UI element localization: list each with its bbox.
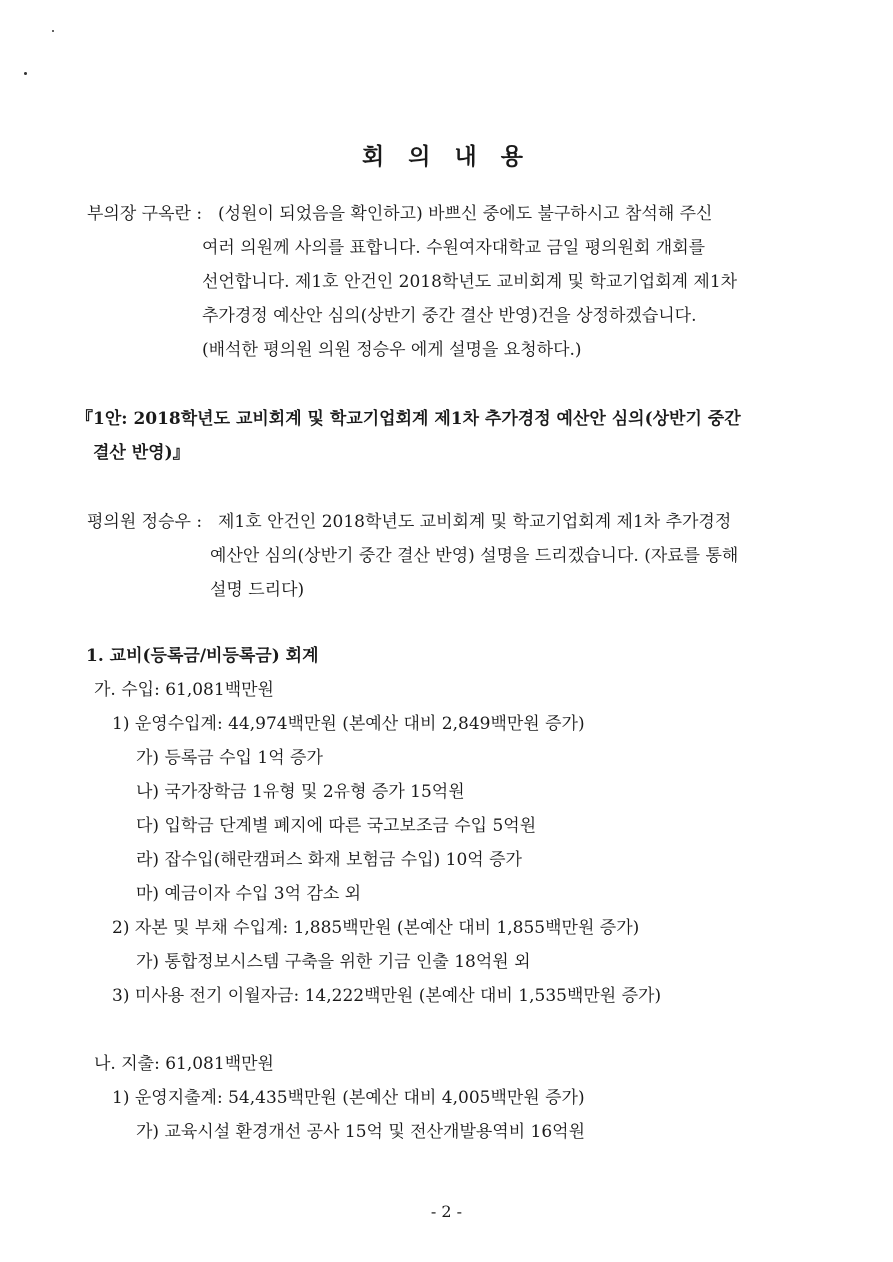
expense-label: 나. 지출: 61,081백만원 (94, 1054, 274, 1074)
speaker-label: 부의장 구옥란 : (87, 204, 203, 224)
speech-line: 여러 의원께 사의를 표합니다. 수원여자대학교 금일 평의원회 개회를 (202, 238, 706, 258)
income-label: 가. 수입: 61,081백만원 (94, 680, 274, 700)
income-subitem: 다) 입학금 단계별 폐지에 따른 국고보조금 수입 5억원 (136, 816, 537, 836)
scan-speck (52, 30, 54, 32)
speech-line: 설명 드리다) (210, 580, 305, 600)
speech-line: (성원이 되었음을 확인하고) 바쁘신 중에도 불구하시고 참석해 주신 (218, 204, 713, 224)
scan-speck (24, 72, 27, 75)
income-subitem: 마) 예금이자 수입 3억 감소 외 (136, 884, 362, 904)
agenda-title: 『1안: 2018학년도 교비회계 및 학교기업회계 제1차 추가경정 예산안 심의(상반기 중간 (76, 409, 741, 429)
income-item: 3) 미사용 전기 이월자금: 14,222백만원 (본예산 대비 1,535백만원 증가) (112, 986, 662, 1006)
section-heading: 1. 교비(등록금/비등록금) 회계 (86, 646, 319, 666)
income-subitem: 라) 잡수입(해란캠퍼스 화재 보험금 수입) 10억 증가 (136, 850, 522, 870)
income-subitem: 가) 통합정보시스템 구축을 위한 기금 인출 18억원 외 (136, 952, 531, 972)
income-subitem: 가) 등록금 수입 1억 증가 (136, 748, 323, 768)
speech-line: 제1호 안건인 2018학년도 교비회계 및 학교기업회계 제1차 추가경정 (218, 512, 732, 532)
speech-line: (배석한 평의원 의원 정승우 에게 설명을 요청하다.) (202, 340, 582, 360)
speaker-label: 평의원 정승우 : (87, 512, 203, 532)
page-title: 회 의 내 용 (362, 143, 531, 170)
agenda-title-cont: 결산 반영)』 (93, 443, 190, 463)
income-item: 2) 자본 및 부채 수입계: 1,885백만원 (본예산 대비 1,855백만원 증가) (112, 918, 640, 938)
speech-line: 예산안 심의(상반기 중간 결산 반영) 설명을 드리겠습니다. (자료를 통해 (210, 546, 739, 566)
expense-subitem: 가) 교육시설 환경개선 공사 15억 및 전산개발용역비 16억원 (136, 1122, 586, 1142)
page-number: - 2 - (430, 1202, 463, 1221)
income-subitem: 나) 국가장학금 1유형 및 2유형 증가 15억원 (136, 782, 465, 802)
speech-line: 추가경정 예산안 심의(상반기 중간 결산 반영)건을 상정하겠습니다. (202, 306, 697, 326)
income-item: 1) 운영수입계: 44,974백만원 (본예산 대비 2,849백만원 증가) (112, 714, 585, 734)
expense-item: 1) 운영지출계: 54,435백만원 (본예산 대비 4,005백만원 증가) (112, 1088, 585, 1108)
speech-line: 선언합니다. 제1호 안건인 2018학년도 교비회계 및 학교기업회계 제1차 (202, 272, 738, 292)
